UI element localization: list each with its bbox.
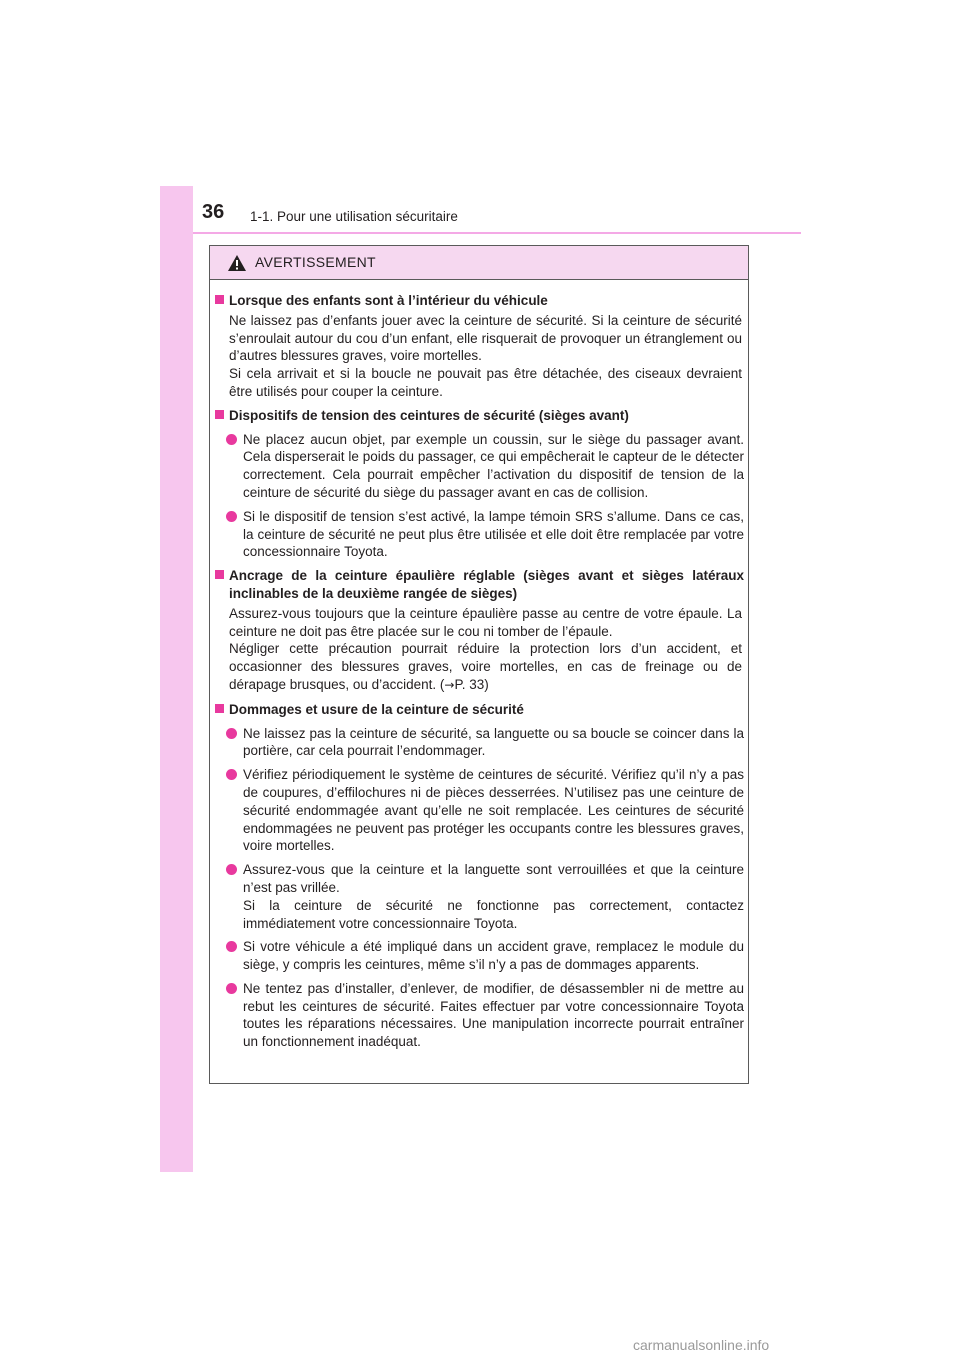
header-divider bbox=[193, 232, 801, 234]
square-bullet-icon bbox=[215, 410, 224, 419]
section-heading: Lorsque des enfants sont à l’intérieur du véhicule bbox=[210, 292, 750, 310]
warning-section bbox=[210, 292, 750, 401]
warning-section bbox=[210, 701, 750, 1051]
bullet-item: Assurez-vous que la ceinture et la languette sont verrouillées et que la ceinture n’est pas vrillée. Si la ceinture de sécurité ne fonctionne pas correctement, contactez immédiatement votre concessionnaire Toyota. bbox=[243, 861, 744, 932]
section-paragraph: Ne laissez pas d’enfants jouer avec la ceinture de sécurité. Si la ceinture de sécurité s’enroulait autour du cou d’un enfant, elle risquerait de provoquer un étranglement ou d’autres blessures graves, voire mortelles. bbox=[229, 312, 742, 364]
section-heading: Ancrage de la ceinture épaulière réglable (sièges avant et sièges latéraux inclinables de la deuxième rangée de sièges) bbox=[210, 567, 750, 603]
square-bullet-icon bbox=[215, 704, 224, 713]
bullet-item: Ne tentez pas d’installer, d’enlever, de modifier, de désassembler ni de mettre au rebut les ceintures de sécurité. Faites effectuer par votre concessionnaire Toyota toutes les réparations nécessaires. Une manipulation incorrecte pourrait entraîner un fonctionnement inadéquat. bbox=[243, 980, 744, 1051]
section-paragraph: Si cela arrivait et si la boucle ne pouvait pas être détachée, des ciseaux devraient être utilisés pour couper la ceinture. bbox=[229, 366, 742, 399]
round-bullet-icon bbox=[226, 511, 237, 522]
watermark: carmanualsonline.info bbox=[633, 1337, 770, 1353]
warning-header bbox=[210, 246, 748, 280]
page-number: 36 bbox=[202, 201, 225, 223]
section-paragraph: Négliger cette précaution pourrait réduire la protection lors d’un accident, et occasionner des blessures graves, voire mortelles, en cas de freinage ou de dérapage brusques, ou d’accident. (→P. 33) bbox=[229, 641, 742, 692]
warning-title: AVERTISSEMENT bbox=[255, 254, 376, 270]
section-paragraph: Assurez-vous toujours que la ceinture épaulière passe au centre de votre épaule. La ceinture ne doit pas être placée sur le cou ni tomber de l’épaule. bbox=[229, 605, 742, 639]
bullet-item: Vérifiez périodiquement le système de ceintures de sécurité. Vérifiez qu’il n’y a pas de coupures, d’effilochures ni de pièces desserrées. N’utilisez pas une ceinture de sécurité endommagée avant qu’elle ne soit remplacée. Les ceintures de sécurité endommagées ne peuvent pas protéger les occupants contre les blessures graves, voire mortelles. bbox=[243, 766, 744, 855]
round-bullet-icon bbox=[226, 941, 237, 952]
round-bullet-icon bbox=[226, 728, 237, 739]
bullet-item: Ne placez aucun objet, par exemple un coussin, sur le siège du passager avant. Cela disperserait le poids du passager, ce qui empêcherait le capteur de le détecter correctement. Cela pourrait empêcher l’activation du dispositif de tension de la ceinture de sécurité du siège du passager avant en cas de collision. bbox=[243, 431, 744, 502]
page-reference-link[interactable]: P. 33 bbox=[454, 676, 485, 692]
arrow-right-icon: → bbox=[444, 677, 455, 692]
bullet-item: Ne laissez pas la ceinture de sécurité, sa languette ou sa boucle se coincer dans la portière, car cela pourrait l’endommager. bbox=[243, 725, 744, 761]
warning-triangle-icon bbox=[227, 254, 247, 272]
round-bullet-icon bbox=[226, 864, 237, 875]
side-color-band bbox=[160, 186, 193, 1172]
square-bullet-icon bbox=[215, 295, 224, 304]
bullet-item: Si le dispositif de tension s’est activé, la lampe témoin SRS s’allume. Dans ce cas, la ceinture de sécurité ne peut plus être utilisée et elle doit être remplacée par votre concessionnaire Toyota. bbox=[243, 508, 744, 561]
warning-box bbox=[209, 245, 749, 1084]
chapter-title: 1-1. Pour une utilisation sécuritaire bbox=[250, 209, 458, 224]
round-bullet-icon bbox=[226, 983, 237, 994]
round-bullet-icon bbox=[226, 769, 237, 780]
square-bullet-icon bbox=[215, 570, 224, 579]
warning-content bbox=[210, 286, 750, 1051]
warning-section bbox=[210, 567, 750, 695]
round-bullet-icon bbox=[226, 434, 237, 445]
section-heading: Dispositifs de tension des ceintures de sécurité (sièges avant) bbox=[210, 407, 750, 425]
section-heading: Dommages et usure de la ceinture de sécurité bbox=[210, 701, 750, 719]
bullet-item: Si votre véhicule a été impliqué dans un accident grave, remplacez le module du siège, y compris les ceintures, même s’il n’y a pas de dommages apparents. bbox=[243, 938, 744, 974]
warning-section bbox=[210, 407, 750, 561]
